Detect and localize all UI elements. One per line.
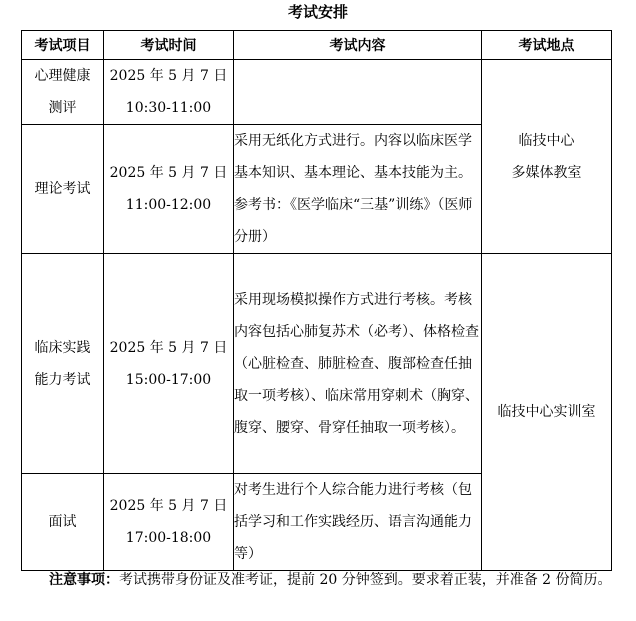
time-cell: [104, 60, 234, 125]
date-line: 2025 年 5 月 7 日: [109, 498, 228, 514]
table-header-row: [22, 31, 612, 60]
location-cell: [482, 254, 612, 571]
header-content: 考试内容: [234, 31, 482, 60]
date-line: 2025 年 5 月 7 日: [109, 68, 228, 84]
notice-text: 考试携带身份证及准考证，提前 20 分钟签到。要求着正装，并准备 2 份简历。: [119, 572, 612, 588]
location-cell: [482, 60, 612, 254]
table-row: [22, 254, 612, 474]
content-cell: 采用无纸化方式进行。内容以临床医学基本知识、基本理论、基本技能为主。参考书：《医学临床“三基”训练》（医师分册）: [234, 125, 482, 254]
item-line: 临床实践: [34, 339, 91, 356]
time-cell: [104, 125, 234, 254]
date-line: 2025 年 5 月 7 日: [109, 339, 228, 356]
time-cell: [104, 474, 234, 571]
item-cell: [22, 474, 104, 571]
header-location: 考试地点: [482, 31, 612, 60]
content-cell: 采用现场模拟操作方式进行考核。考核内容包括心肺复苏术（必考）、体格检查（心脏检查、肺脏检查、腹部检查任抽取一项考核）、临床常用穿刺术（胸穿、腹穿、腰穿、骨穿任抽取一项考核）。: [234, 254, 482, 474]
time-cell: [104, 254, 234, 474]
time-line: 10:30-11:00: [125, 100, 212, 116]
time-line: 11:00-12:00: [125, 197, 212, 213]
header-item: 考试项目: [22, 31, 104, 60]
header-time: 考试时间: [104, 31, 234, 60]
page-title: 考试安排: [287, 3, 348, 21]
item-cell: [22, 60, 104, 125]
item-cell: [22, 125, 104, 254]
location-line: 临技中心实训室: [497, 404, 596, 420]
item-cell: [22, 254, 104, 474]
item-line: 理论考试: [34, 181, 91, 197]
location-line: 多媒体教室: [511, 164, 582, 181]
exam-schedule-table: [21, 30, 612, 571]
location-line: 临技中心: [518, 132, 575, 149]
notice-paragraph: [21, 566, 617, 594]
item-line: 测评: [48, 100, 77, 116]
content-cell: [234, 60, 482, 125]
time-line: 17:00-18:00: [125, 530, 212, 546]
item-line: 心理健康: [34, 68, 91, 84]
item-line: 面试: [48, 514, 77, 530]
date-line: 2025 年 5 月 7 日: [109, 165, 228, 181]
content-cell: 对考生进行个人综合能力进行考核（包括学习和工作实践经历、语言沟通能力等）: [234, 474, 482, 571]
item-line: 能力考试: [34, 371, 91, 388]
time-line: 15:00-17:00: [125, 371, 212, 388]
table-row: [22, 60, 612, 125]
notice-label: 注意事项：: [49, 572, 119, 588]
